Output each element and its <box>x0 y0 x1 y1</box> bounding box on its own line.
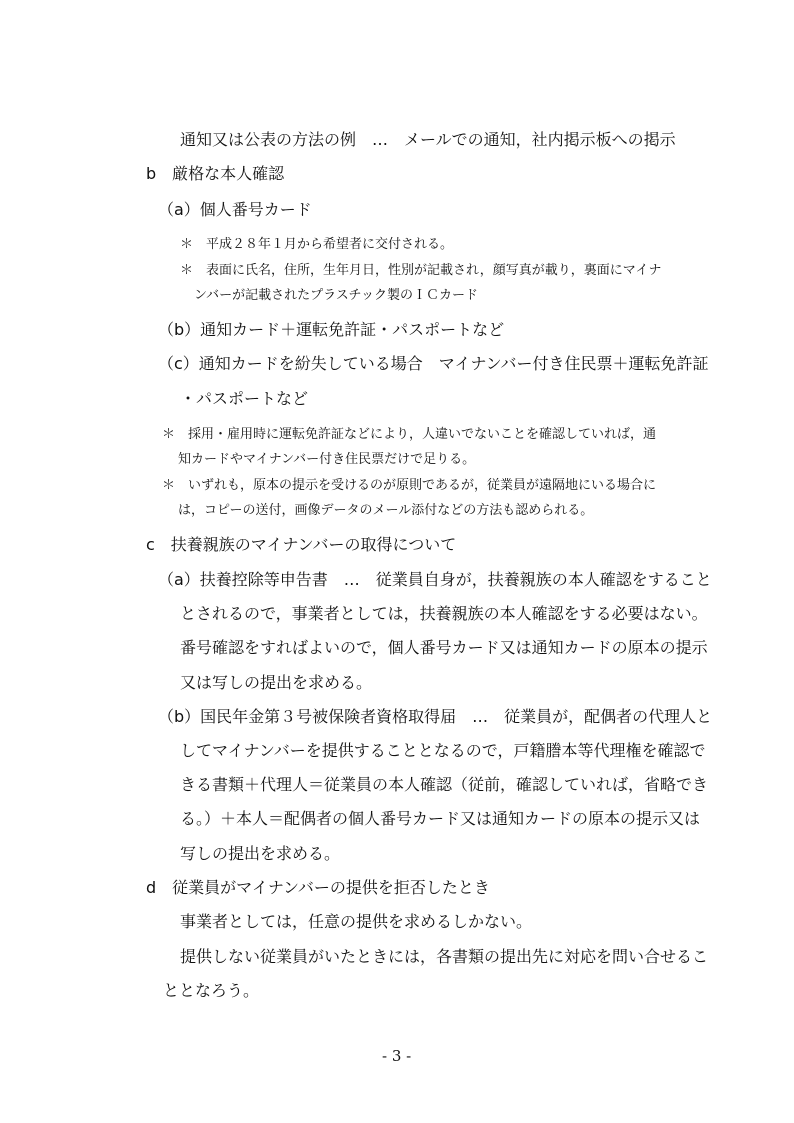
text-line: （c）通知カードを紛失している場合 マイナンバー付き住民票＋運転免許証 <box>158 354 709 373</box>
page-number: - 3 - <box>382 1047 412 1065</box>
text-line: る。）＋本人＝配偶者の個人番号カード又は通知カードの原本の提示又は <box>180 809 701 828</box>
text-line: ンバーが記載されたプラスチック製のＩＣカード <box>194 288 479 303</box>
text-line: ＊ 採用・雇用時に運転免許証などにより，人違いでないことを確認していれば，通 <box>162 427 657 442</box>
text-line: （b）国民年金第３号被保険者資格取得届 … 従業員が，配偶者の代理人と <box>158 707 713 726</box>
text-line: きる書類＋代理人＝従業員の本人確認（従前，確認していれば，省略でき <box>180 775 709 794</box>
text-line: してマイナンバーを提供することとなるので，戸籍謄本等代理権を確認で <box>180 741 706 760</box>
text-line: 又は写しの提出を求める。 <box>180 673 373 692</box>
text-line: 番号確認をすればよいので，個人番号カード又は通知カードの原本の提示 <box>180 638 708 657</box>
text-line: （a）個人番号カード <box>158 200 312 219</box>
text-line: 写しの提出を求める。 <box>180 844 341 863</box>
text-line: ・パスポートなど <box>180 389 309 408</box>
text-line: 提供しない従業員がいたときには，各書類の提出先に対応を問い合せるこ <box>180 947 709 966</box>
text-line: は，コピーの送付，画像データのメール添付などの方法も認められる。 <box>178 503 594 518</box>
text-line: （a）扶養控除等申告書 … 従業員自身が，扶養親族の本人確認をすること <box>158 570 712 589</box>
text-line: ＊ 表面に氏名，住所，生年月日，性別が記載され，顔写真が載り，裏面にマイナ <box>180 263 662 278</box>
text-line: b 厳格な本人確認 <box>146 164 285 183</box>
text-line: ＊ いずれも，原本の提示を受けるのが原則であるが，従業員が遠隔地にいる場合に <box>162 478 657 493</box>
text-line: c 扶養親族のマイナンバーの取得について <box>146 535 457 554</box>
text-line: とされるので，事業者としては，扶養親族の本人確認をする必要はない。 <box>180 604 708 623</box>
text-line: 事業者としては，任意の提供を求めるしかない。 <box>180 912 533 931</box>
text-line: 通知又は公表の方法の例 … メールでの通知，社内掲示板への掲示 <box>180 130 676 149</box>
text-line: d 従業員がマイナンバーの提供を拒否したとき <box>146 878 490 897</box>
text-line: 知カードやマイナンバー付き住民票だけで足りる。 <box>178 452 476 467</box>
text-line: ＊ 平成２８年１月から希望者に交付される。 <box>180 237 454 252</box>
text-line: ととなろう。 <box>163 981 260 1000</box>
text-line: （b）通知カード＋運転免許証・パスポートなど <box>158 320 505 339</box>
